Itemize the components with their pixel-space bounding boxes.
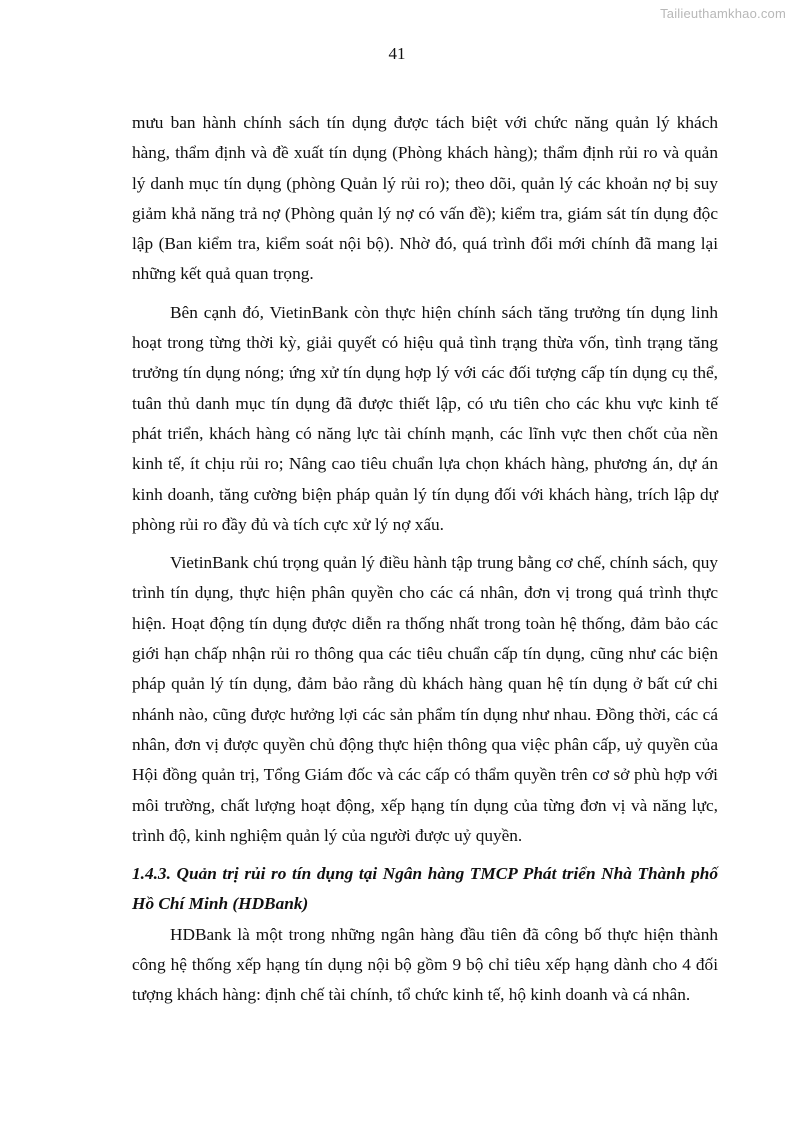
paragraph-credit-growth: Bên cạnh đó, VietinBank còn thực hiện chính sách tăng trưởng tín dụng linh hoạt trong từng thời kỳ, giải quyết có hiệu quả tình trạng thừa vốn, tình trạng tăng trưởng tín dụng nóng; ứng xử tín dụng hợp lý với các đối tượng cấp tín dụng cụ thể, tuân thủ danh mục tín dụng đã được thiết lập, có ưu tiên cho các khu vực kinh tế phát triển, khách hàng có năng lực tài chính mạnh, các lĩnh vực then chốt của nền kinh tế, ít chịu rủi ro; Nâng cao tiêu chuẩn lựa chọn khách hàng, phương án, dự án kinh doanh, tăng cường biện pháp quản lý tín dụng đối với khách hàng, trích lập dự phòng rủi ro đầy đủ và tích cực xử lý nợ xấu.	[132, 302, 718, 534]
page-number: 41	[388, 44, 406, 63]
paragraph-hdbank: HDBank là một trong những ngân hàng đầu tiên đã công bố thực hiện thành công hệ thống xếp hạng tín dụng nội bộ gồm 9 bộ chỉ tiêu xếp hạng dành cho 4 đối tượng khách hàng: định chế tài chính, tổ chức kinh tế, hộ kinh doanh và cá nhân.	[132, 924, 718, 1005]
paragraph-centralized-management: VietinBank chú trọng quản lý điều hành tập trung bằng cơ chế, chính sách, quy trình tín dụng, thực hiện phân quyền cho các cá nhân, đơn vị trong quá trình thực hiện. Hoạt động tín dụng được diễn ra thống nhất trong toàn hệ thống, đảm bảo các giới hạn chấp nhận rủi ro thông qua các tiêu chuẩn cấp tín dụng, cũng như các biện pháp quản lý tín dụng, đảm bảo rằng dù khách hàng quan hệ tín dụng ở bất cứ chi nhánh nào, cũng được hưởng lợi các sản phẩm tín dụng như nhau. Đồng thời, các cá nhân, đơn vị được quyền chủ động thực hiện thông qua việc phân cấp, uỷ quyền của Hội đồng quản trị, Tổng Giám đốc và các cấp có thẩm quyền trên cơ sở phù hợp với môi trường, chất lượng hoạt động, xếp hạng tín dụng của từng đơn vị và năng lực, trình độ, kinh nghiệm quản lý của người được uỷ quyền.	[132, 553, 718, 845]
paragraph-continued: mưu ban hành chính sách tín dụng được tách biệt với chức năng quản lý khách hàng, thẩm định và đề xuất tín dụng (Phòng khách hàng); thẩm định rủi ro và quản lý danh mục tín dụng (phòng Quản lý rủi ro); theo dõi, quản lý các khoản nợ bị suy giảm khả năng trả nợ (Phòng quản lý nợ có vấn đề); kiểm tra, giám sát tín dụng độc lập (Ban kiểm tra, kiểm soát nội bộ). Nhờ đó, quá trình đổi mới chính đã mang lại những kết quả quan trọng.	[132, 113, 718, 284]
watermark-text: Tailieuthamkhao.com	[660, 6, 786, 21]
section-heading: 1.4.3. Quản trị rủi ro tín dụng tại Ngân hàng TMCP Phát triển Nhà Thành phố Hồ Chí Minh (HDBank)	[132, 864, 718, 914]
document-body	[132, 108, 718, 1011]
